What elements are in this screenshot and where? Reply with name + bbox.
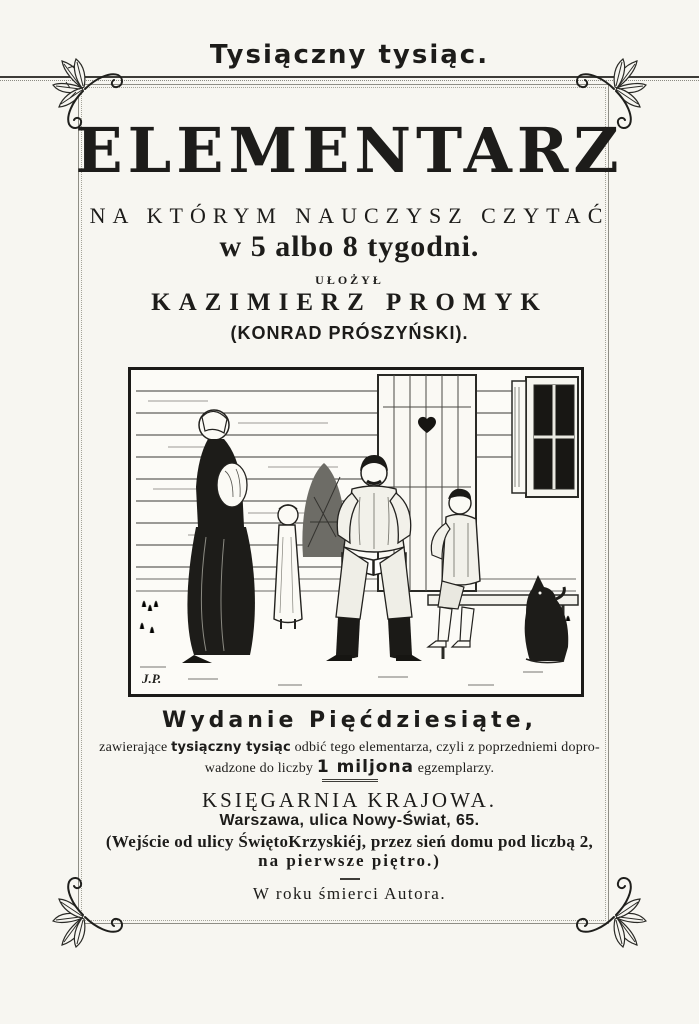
book-subtitle: NA KTÓRYM NAUCZYSZ CZYTAĆ: [89, 203, 610, 228]
edition-line-1: [0, 740, 699, 756]
book-subtitle-duration: w 5 albo 8 tygodni.: [219, 230, 480, 263]
edition-line2-post: egzemplarzy.: [414, 761, 495, 776]
edition-line2-pre: wadzone do liczby: [204, 761, 317, 776]
artist-monogram: J.P.: [142, 671, 162, 686]
edition-line1-bold: tysiączny tysiąc: [171, 740, 291, 755]
book-title: ELEMENTARZ: [75, 114, 624, 187]
edition-line2-bold: 1 miljona: [316, 757, 415, 777]
memorial-note: W roku śmierci Autora.: [252, 884, 447, 903]
author-real-name: (KONRAD PRÓSZYŃSKI).: [230, 323, 469, 343]
author-pen-name: KAZIMIERZ PROMYK: [151, 289, 548, 316]
woodcut-illustration: [128, 367, 584, 697]
section-divider: [322, 779, 378, 782]
small-dash-divider: [340, 878, 360, 880]
edition-heading: Wydanie Pięćdziesiąte,: [162, 708, 537, 733]
edition-line-2: [0, 757, 699, 777]
edition-line1-post: odbić tego elementarza, czyli z poprzedniemi dopro-: [290, 740, 600, 755]
publisher-name: KSIĘGARNIA KRAJOWA.: [201, 788, 497, 812]
edition-line1-pre: zawierające: [99, 740, 172, 755]
publisher-entrance-note-line2: na pierwsze piętro.): [258, 851, 441, 870]
publisher-entrance-note-line1: (Wejście od ulicy ŚwiętoKrzyskiéj, przez sień domu pod liczbą 2,: [105, 832, 594, 851]
publisher-address: Warszawa, ulica Nowy-Świat, 65.: [219, 812, 480, 829]
masthead-text: Tysiączny tysiąc.: [209, 40, 490, 70]
cottage-window: [512, 377, 578, 497]
byline-label: UŁOŻYŁ: [315, 273, 384, 287]
